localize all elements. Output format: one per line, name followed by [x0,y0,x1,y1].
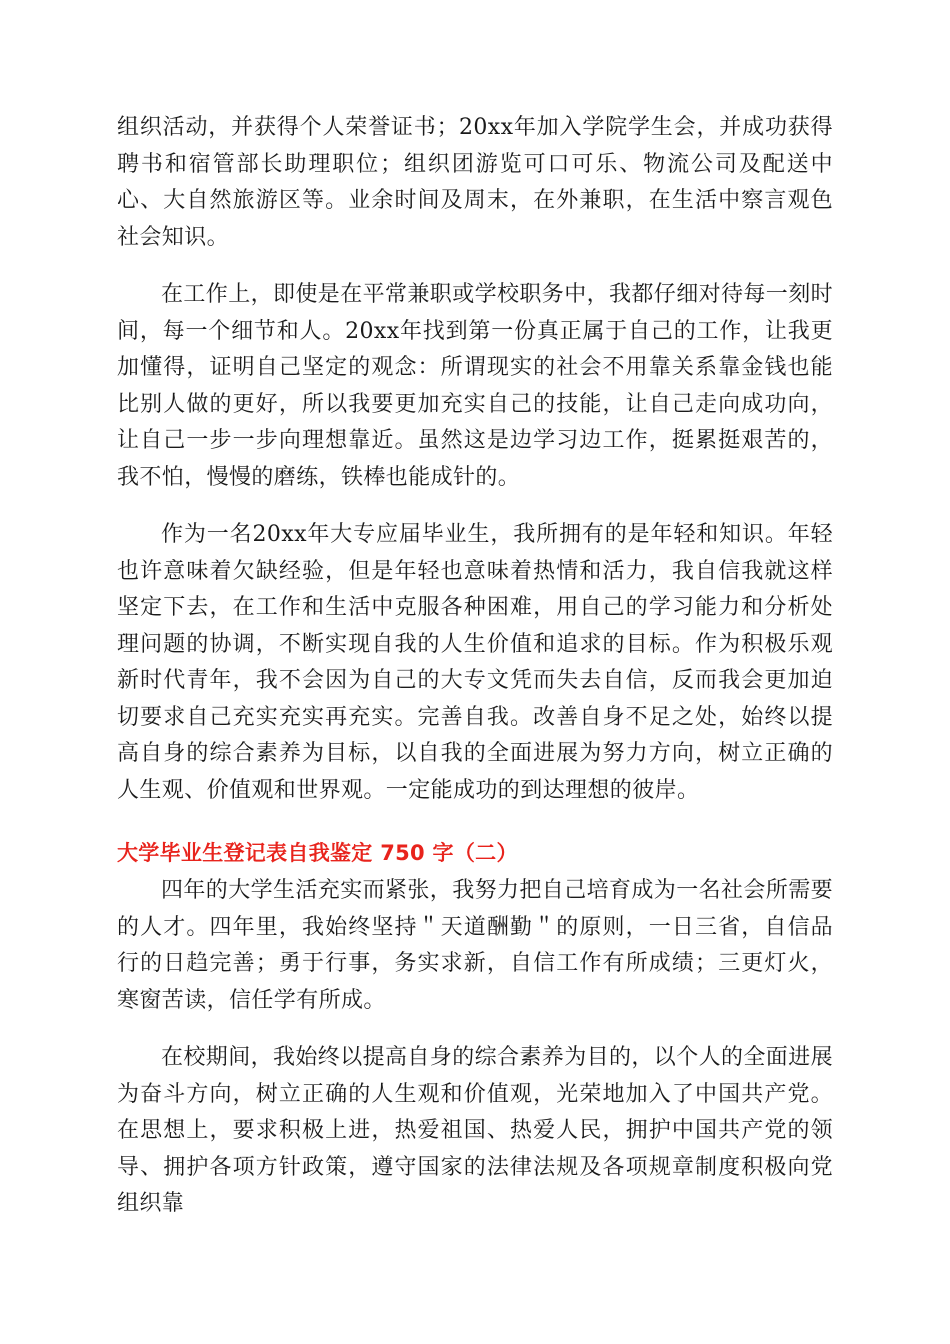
paragraph-continued: 组织活动，并获得个人荣誉证书；20xx年加入学院学生会，并成功获得聘书和宿管部长助理职位；组织团游览可口可乐、物流公司及配送中心、大自然旅游区等。业余时间及周末，在外兼职，在生活中察言观色社会知识。 [117,115,833,250]
paragraph-work: 在工作上，即使是在平常兼职或学校职务中，我都仔细对待每一刻时间，每一个细节和人。20xx年找到第一份真正属于自己的工作，让我更加懂得，证明自己坚定的观念：所谓现实的社会不用靠关系靠金钱也能比别人做的更好，所以我要更加充实自己的技能，让自己走向成功向，让自己一步一步向理想靠近。虽然这是边学习边工作，挺累挺艰苦的，我不怕，慢慢的磨练，铁棒也能成针的。 [117,282,834,490]
document-body [117,110,833,1223]
paragraph-graduate: 作为一名20xx年大专应届毕业生，我所拥有的是年轻和知识。年轻也许意味着欠缺经验，但是年轻也意味着热情和活力，我自信我就这样坚定下去，在工作和生活中克服各种困难，用自己的学习能力和分析处理问题的协调，不断实现自我的人生价值和追求的目标。作为积极乐观新时代青年，我不会因为自己的大专文凭而失去自信，反而我会更加迫切要求自己充实充实再充实。完善自我。改善自身不足之处，始终以提高自身的综合素养为目标，以自我的全面进展为努力方向，树立正确的人生观、价值观和世界观。一定能成功的到达理想的彼岸。 [117,522,833,803]
paragraph-four-years: 四年的大学生活充实而紧张，我努力把自己培育成为一名社会所需要的人才。四年里，我始终坚持＂天道酬勤＂的原则，一日三省，自信品行的日趋完善；勇于行事，务实求新，自信工作有所成绩；三更灯火，寒窗苦读，信任学有所成。 [117,878,834,1013]
section-heading: 大学毕业生登记表自我鉴定 750 字（二） [117,841,518,865]
paragraph-on-campus: 在校期间，我始终以提高自身的综合素养为目的，以个人的全面进展为奋斗方向，树立正确的人生观和价值观，光荣地加入了中国共产党。在思想上，要求积极上进，热爱祖国、热爱人民，拥护中国共产党的领导、拥护各项方针政策，遵守国家的法律法规及各项规章制度积极向党组织靠 [117,1045,834,1216]
